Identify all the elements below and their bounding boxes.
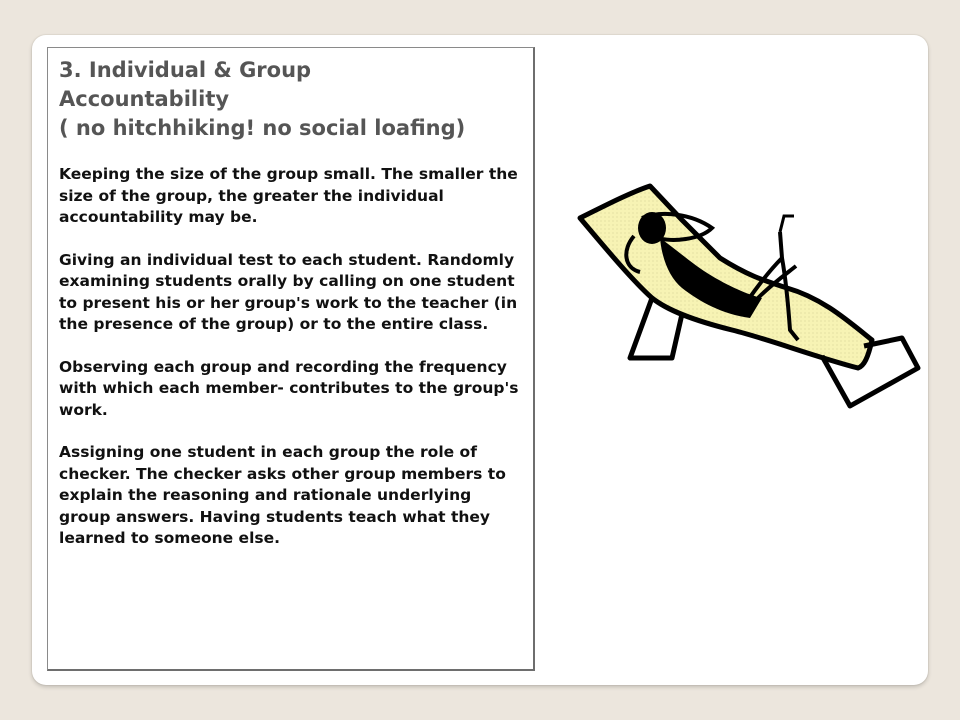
content-textbox — [47, 47, 535, 671]
heading-line-2: Accountability — [59, 87, 230, 111]
paragraph-observing-groups: Observing each group and recording the frequency with which each member- contributes to the group's work. — [59, 357, 519, 419]
slide-heading — [59, 56, 533, 143]
person-lounging-on-beach-chair-icon — [572, 180, 924, 415]
paragraph-individual-test: Giving an individual test to each student. Randomly examining students orally by calling on one student to present his or her group's work to the teacher (in the presence of the group) or to the entire class. — [59, 250, 518, 333]
paragraph-checker-role: Assigning one student in each group the role of checker. The checker asks other group members to explain the reasoning and rationale underlying group answers. Having students teach what they learned to someone else. — [59, 443, 506, 547]
heading-line-3: ( no hitchhiking! no social loafing) — [59, 116, 466, 140]
heading-line-1: 3. Individual & Group — [59, 58, 312, 82]
paragraph-group-size: Keeping the size of the group small. The smaller the size of the group, the greater the individual accountability may be. — [59, 165, 518, 226]
